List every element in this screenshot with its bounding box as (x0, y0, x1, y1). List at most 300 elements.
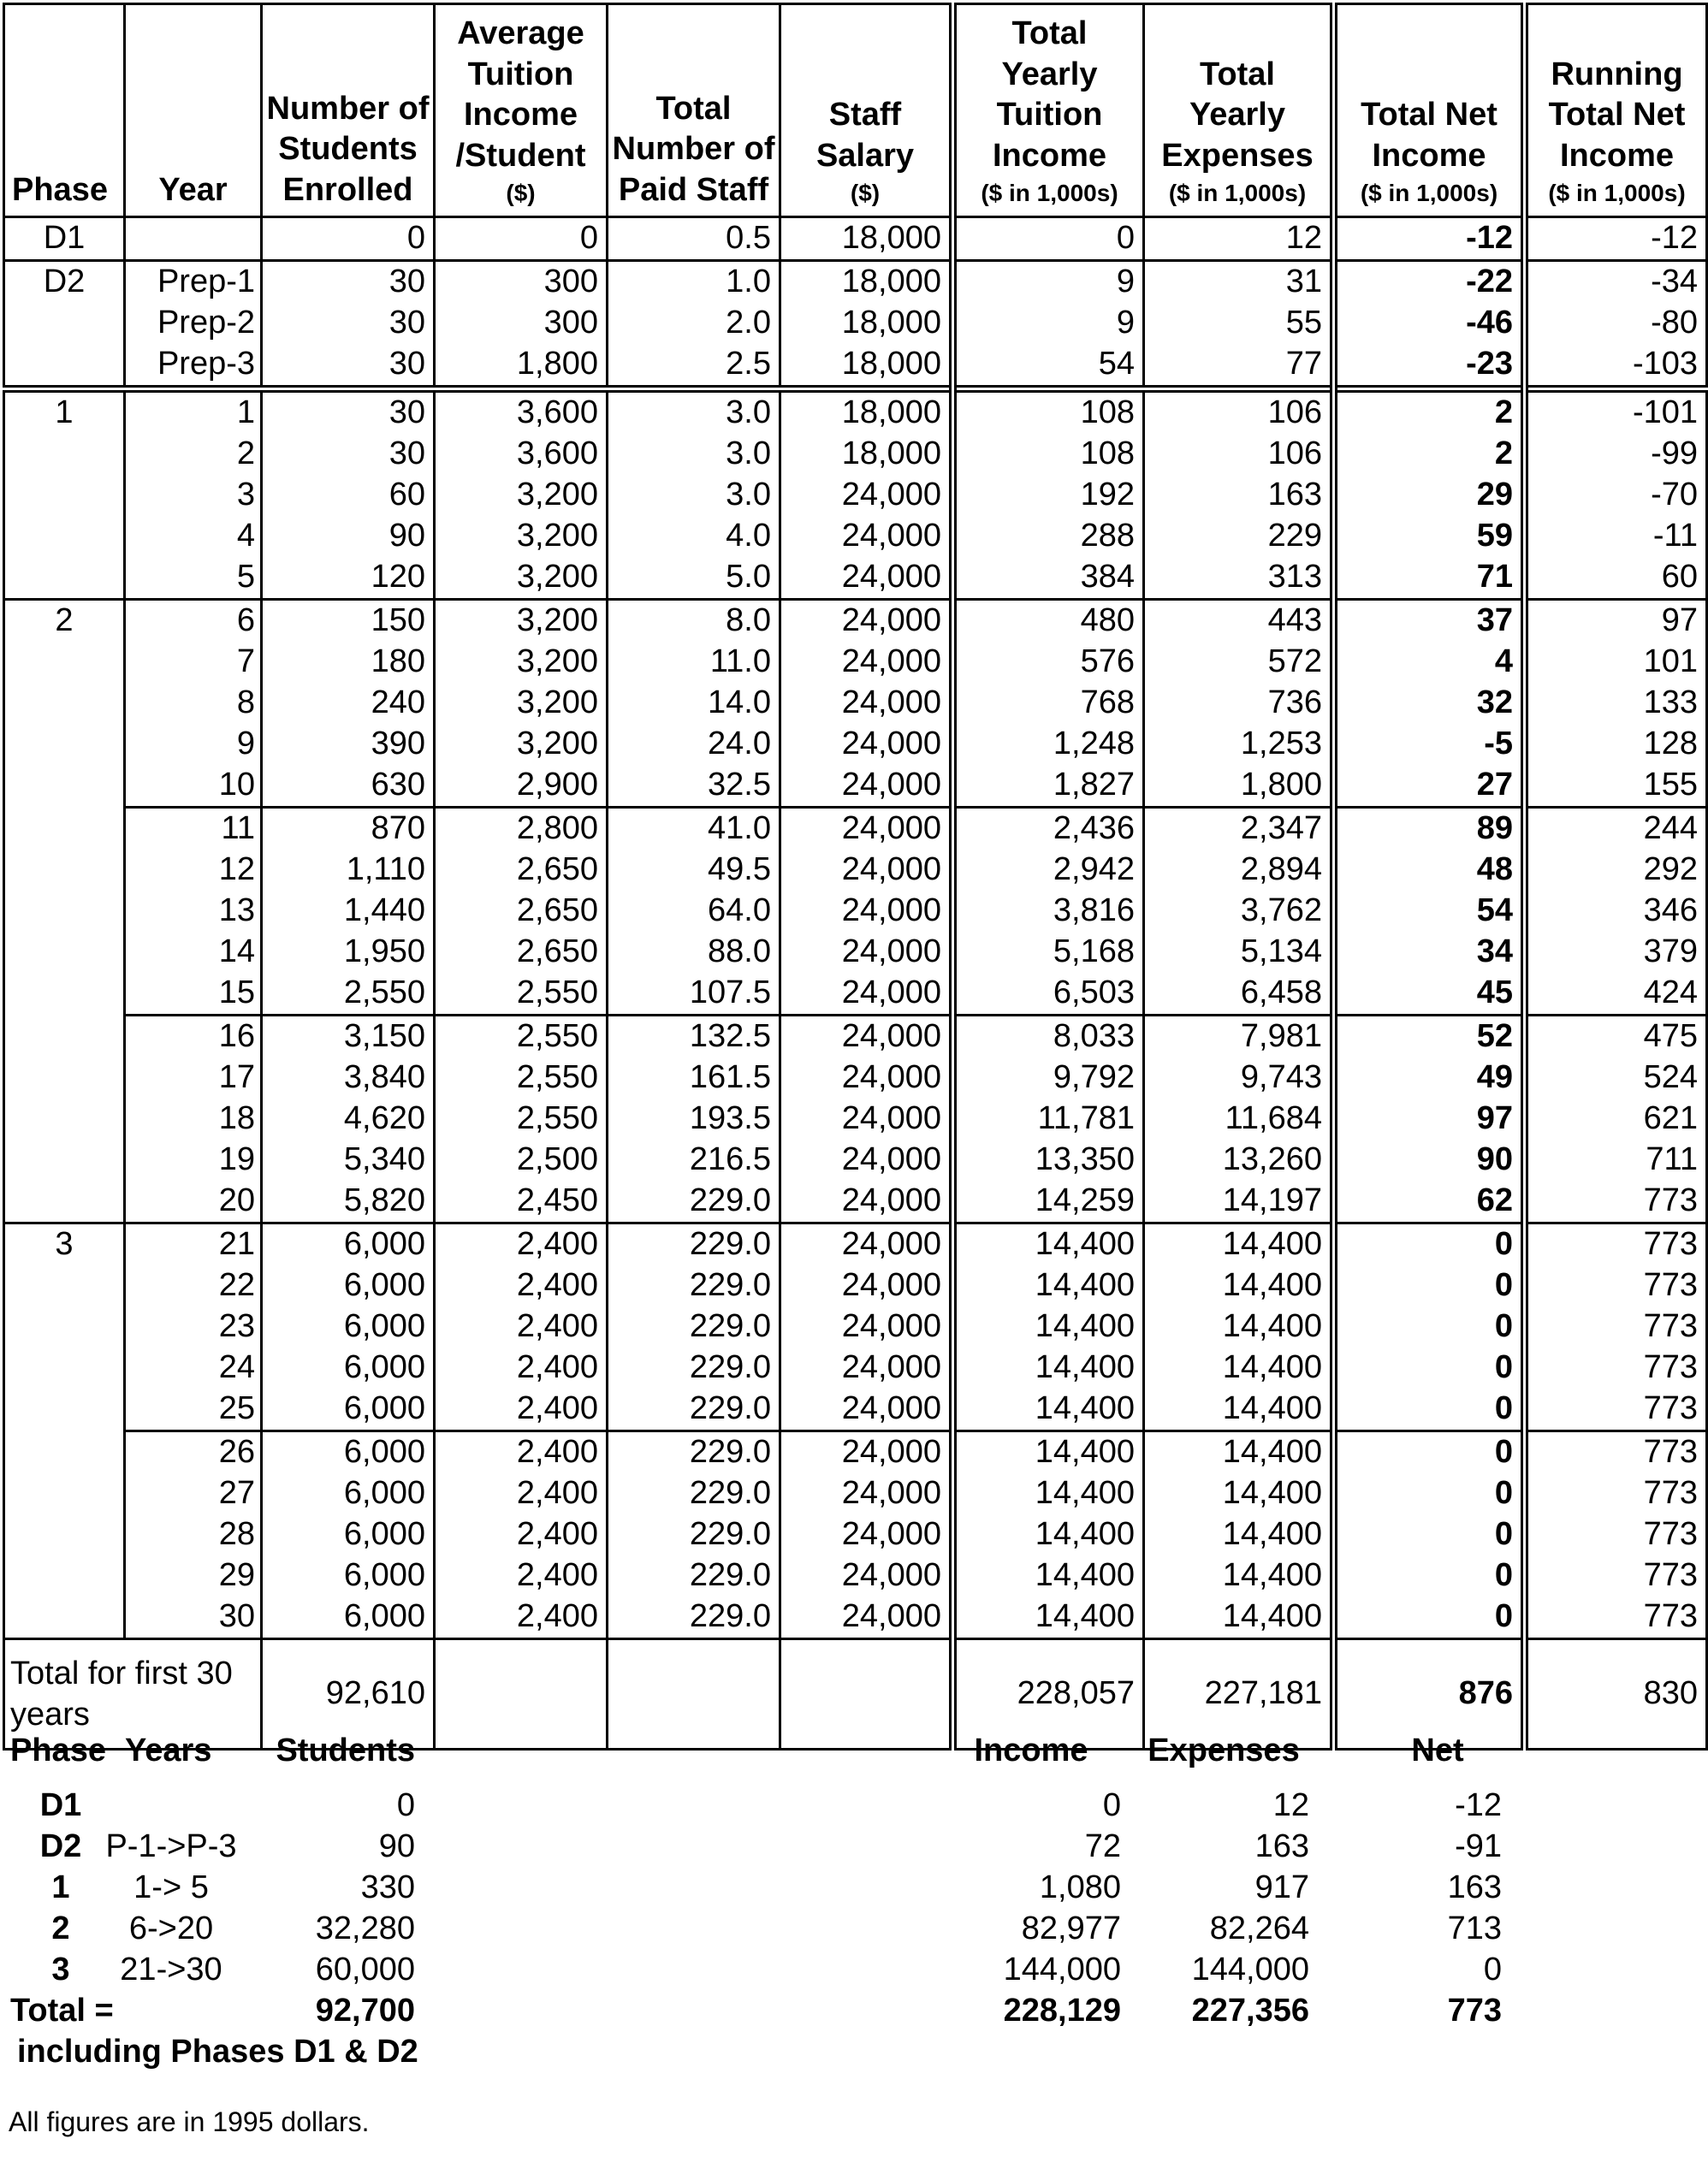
cell-avg-tuition: 3,200 (435, 475, 608, 516)
cell-students: 240 (262, 683, 435, 724)
cell-expenses: 572 (1144, 642, 1334, 683)
cell-expenses: 2,347 (1144, 808, 1334, 850)
cell-salary: 24,000 (780, 1016, 953, 1058)
total-net: 876 (1334, 1639, 1525, 1750)
cell-salary: 24,000 (780, 1431, 953, 1474)
cell-expenses: 736 (1144, 683, 1334, 724)
cell-salary: 24,000 (780, 765, 953, 808)
cell-phase (4, 557, 125, 600)
cell-running-total: -80 (1525, 303, 1707, 344)
cell-year: 8 (125, 683, 262, 724)
cell-expenses: 443 (1144, 600, 1334, 643)
cell-students: 30 (262, 303, 435, 344)
cell-avg-tuition: 2,650 (435, 850, 608, 891)
cell-year: 30 (125, 1596, 262, 1639)
cell-salary: 24,000 (780, 808, 953, 850)
cell-tuition-income: 480 (953, 600, 1144, 643)
cell-salary: 18,000 (780, 434, 953, 475)
cell-staff: 229.0 (608, 1389, 780, 1431)
table-row (4, 850, 1707, 891)
cell-tuition-income: 14,400 (953, 1223, 1144, 1266)
table-row (4, 434, 1707, 475)
cell-expenses: 2,894 (1144, 850, 1334, 891)
cell-year: 1 (125, 389, 262, 435)
header-staff: Total Number of Paid Staff (608, 4, 780, 217)
cell-staff: 2.0 (608, 303, 780, 344)
cell-phase: 3 (4, 1223, 125, 1266)
cell-staff: 229.0 (608, 1596, 780, 1639)
cell-salary: 24,000 (780, 1348, 953, 1389)
cell-phase (4, 850, 125, 891)
cell-net-income: 27 (1334, 765, 1525, 808)
cell-running-total: 379 (1525, 932, 1707, 973)
table-row (4, 1389, 1707, 1431)
cell-expenses: 55 (1144, 303, 1334, 344)
cell-students: 6,000 (262, 1514, 435, 1555)
cell-tuition-income: 14,400 (953, 1348, 1144, 1389)
cell-running-total: 773 (1525, 1514, 1707, 1555)
cell-tuition-income: 9 (953, 261, 1144, 304)
cell-expenses: 313 (1144, 557, 1334, 600)
table-row (4, 303, 1707, 344)
cell-year: 18 (125, 1099, 262, 1140)
cell-year: 24 (125, 1348, 262, 1389)
summary-total-students: 92,700 (315, 1993, 415, 2029)
cell-expenses: 13,260 (1144, 1140, 1334, 1181)
summary-students: 0 (396, 1787, 415, 1823)
summary-phase: 2 (51, 1910, 70, 1946)
cell-expenses: 14,400 (1144, 1596, 1334, 1639)
cell-year: 5 (125, 557, 262, 600)
cell-net-income: 54 (1334, 891, 1525, 932)
cell-expenses: 12 (1144, 217, 1334, 261)
cell-students: 30 (262, 389, 435, 435)
cell-running-total: 773 (1525, 1181, 1707, 1223)
cell-students: 180 (262, 642, 435, 683)
cell-tuition-income: 1,248 (953, 724, 1144, 765)
cell-students: 90 (262, 516, 435, 557)
cell-students: 30 (262, 261, 435, 304)
total-income: 228,057 (953, 1639, 1144, 1750)
summary-income: 72 (1084, 1828, 1121, 1864)
cell-students: 630 (262, 765, 435, 808)
cell-avg-tuition: 2,800 (435, 808, 608, 850)
cell-tuition-income: 768 (953, 683, 1144, 724)
table-row (4, 1596, 1707, 1639)
cell-year: 21 (125, 1223, 262, 1266)
cell-avg-tuition: 2,400 (435, 1431, 608, 1474)
summary-income: 1,080 (1039, 1869, 1121, 1905)
summary-header-row (0, 1730, 1708, 1771)
cell-running-total: -12 (1525, 217, 1707, 261)
cell-phase (4, 891, 125, 932)
cell-students: 6,000 (262, 1306, 435, 1348)
cell-year: 15 (125, 973, 262, 1016)
cell-staff: 5.0 (608, 557, 780, 600)
cell-net-income: 48 (1334, 850, 1525, 891)
cell-tuition-income: 576 (953, 642, 1144, 683)
header-students: Number of Students Enrolled (262, 4, 435, 217)
table-row (4, 891, 1707, 932)
table-row (4, 932, 1707, 973)
cell-expenses: 229 (1144, 516, 1334, 557)
table-row (4, 1306, 1707, 1348)
table-row (4, 217, 1707, 261)
cell-staff: 24.0 (608, 724, 780, 765)
summary-header-expenses: Expenses (1148, 1733, 1300, 1768)
cell-avg-tuition: 2,400 (435, 1223, 608, 1266)
cell-salary: 18,000 (780, 217, 953, 261)
cell-year: 19 (125, 1140, 262, 1181)
cell-avg-tuition: 3,600 (435, 434, 608, 475)
table-row (4, 1057, 1707, 1099)
cell-expenses: 5,134 (1144, 932, 1334, 973)
table-row (4, 600, 1707, 643)
cell-phase (4, 1306, 125, 1348)
cell-staff: 229.0 (608, 1306, 780, 1348)
cell-staff: 229.0 (608, 1431, 780, 1474)
footnote: All figures are in 1995 dollars. (9, 2106, 370, 2137)
cell-phase (4, 973, 125, 1016)
cell-phase (4, 808, 125, 850)
summary-phase: 3 (51, 1952, 70, 1987)
cell-avg-tuition: 2,450 (435, 1181, 608, 1223)
summary-students: 330 (360, 1869, 415, 1905)
cell-expenses: 163 (1144, 475, 1334, 516)
cell-net-income: 29 (1334, 475, 1525, 516)
cell-students: 1,110 (262, 850, 435, 891)
cell-students: 5,340 (262, 1140, 435, 1181)
cell-running-total: -101 (1525, 389, 1707, 435)
cell-running-total: 773 (1525, 1348, 1707, 1389)
cell-net-income: -22 (1334, 261, 1525, 304)
summary-total-sublabel: including Phases D1 & D2 (17, 2034, 418, 2070)
cell-net-income: -12 (1334, 217, 1525, 261)
cell-running-total: -70 (1525, 475, 1707, 516)
summary-years: 1-> 5 (133, 1869, 209, 1905)
cell-avg-tuition: 2,400 (435, 1348, 608, 1389)
cell-avg-tuition: 300 (435, 303, 608, 344)
cell-staff: 229.0 (608, 1555, 780, 1596)
cell-net-income: 0 (1334, 1348, 1525, 1389)
cell-students: 390 (262, 724, 435, 765)
cell-net-income: 2 (1334, 434, 1525, 475)
table-row (4, 1265, 1707, 1306)
cell-year: 26 (125, 1431, 262, 1474)
summary-income: 82,977 (1021, 1910, 1121, 1946)
cell-phase (4, 1389, 125, 1431)
cell-running-total: 424 (1525, 973, 1707, 1016)
cell-year: 29 (125, 1555, 262, 1596)
summary-net: 163 (1447, 1869, 1502, 1905)
cell-expenses: 14,400 (1144, 1473, 1334, 1514)
cell-phase (4, 475, 125, 516)
cell-avg-tuition: 2,400 (435, 1596, 608, 1639)
cell-salary: 24,000 (780, 1389, 953, 1431)
cell-avg-tuition: 1,800 (435, 344, 608, 389)
cell-salary: 24,000 (780, 1514, 953, 1555)
cell-avg-tuition: 2,650 (435, 891, 608, 932)
cell-phase (4, 1016, 125, 1058)
cell-students: 150 (262, 600, 435, 643)
cell-staff: 193.5 (608, 1099, 780, 1140)
cell-expenses: 11,684 (1144, 1099, 1334, 1140)
cell-year: 9 (125, 724, 262, 765)
cell-avg-tuition: 3,200 (435, 683, 608, 724)
cell-tuition-income: 14,400 (953, 1265, 1144, 1306)
summary-header-income: Income (974, 1733, 1088, 1768)
table-row (4, 516, 1707, 557)
cell-students: 120 (262, 557, 435, 600)
cell-staff: 2.5 (608, 344, 780, 389)
summary-years: 6->20 (128, 1910, 214, 1946)
cell-salary: 24,000 (780, 1473, 953, 1514)
cell-net-income: 90 (1334, 1140, 1525, 1181)
table-row (4, 683, 1707, 724)
cell-running-total: 773 (1525, 1306, 1707, 1348)
cell-students: 870 (262, 808, 435, 850)
cell-avg-tuition: 2,400 (435, 1514, 608, 1555)
cell-running-total: 133 (1525, 683, 1707, 724)
cell-avg-tuition: 0 (435, 217, 608, 261)
cell-salary: 24,000 (780, 642, 953, 683)
cell-tuition-income: 5,168 (953, 932, 1144, 973)
summary-years: 21->30 (120, 1952, 222, 1987)
cell-year: 14 (125, 932, 262, 973)
table-row (4, 1223, 1707, 1266)
cell-salary: 18,000 (780, 389, 953, 435)
cell-running-total: 155 (1525, 765, 1707, 808)
cell-phase (4, 1099, 125, 1140)
cell-staff: 11.0 (608, 642, 780, 683)
cell-salary: 24,000 (780, 1099, 953, 1140)
cell-expenses: 14,400 (1144, 1514, 1334, 1555)
cell-tuition-income: 14,400 (953, 1431, 1144, 1474)
cell-staff: 49.5 (608, 850, 780, 891)
cell-salary: 24,000 (780, 973, 953, 1016)
cell-phase (4, 642, 125, 683)
header-phase: Phase (4, 4, 125, 217)
cell-phase (4, 1514, 125, 1555)
cell-running-total: 711 (1525, 1140, 1707, 1181)
cell-tuition-income: 14,400 (953, 1555, 1144, 1596)
table-row (4, 1181, 1707, 1223)
cell-students: 4,620 (262, 1099, 435, 1140)
table-row (4, 765, 1707, 808)
cell-staff: 229.0 (608, 1223, 780, 1266)
cell-net-income: -23 (1334, 344, 1525, 389)
cell-running-total: 244 (1525, 808, 1707, 850)
cell-net-income: 0 (1334, 1555, 1525, 1596)
cell-salary: 24,000 (780, 557, 953, 600)
summary-expenses: 144,000 (1191, 1952, 1309, 1987)
cell-running-total: 621 (1525, 1099, 1707, 1140)
cell-tuition-income: 108 (953, 434, 1144, 475)
cell-running-total: 773 (1525, 1389, 1707, 1431)
cell-avg-tuition: 2,400 (435, 1306, 608, 1348)
summary-students: 90 (378, 1828, 415, 1864)
cell-students: 2,550 (262, 973, 435, 1016)
cell-phase: 1 (4, 389, 125, 435)
cell-year (125, 217, 262, 261)
cell-running-total: 101 (1525, 642, 1707, 683)
cell-staff: 41.0 (608, 808, 780, 850)
cell-tuition-income: 0 (953, 217, 1144, 261)
summary-total-row (0, 1990, 1708, 2031)
cell-salary: 18,000 (780, 344, 953, 389)
cell-staff: 88.0 (608, 932, 780, 973)
cell-salary: 24,000 (780, 600, 953, 643)
total-running: 830 (1525, 1639, 1707, 1750)
cell-net-income: 0 (1334, 1306, 1525, 1348)
cell-phase (4, 1265, 125, 1306)
header-year: Year (125, 4, 262, 217)
summary-total-label: Total = (10, 1993, 114, 2029)
cell-year: Prep-2 (125, 303, 262, 344)
summary-income: 0 (1102, 1787, 1121, 1823)
cell-tuition-income: 384 (953, 557, 1144, 600)
cell-running-total: 292 (1525, 850, 1707, 891)
cell-phase (4, 724, 125, 765)
cell-net-income: 97 (1334, 1099, 1525, 1140)
cell-avg-tuition: 2,400 (435, 1389, 608, 1431)
cell-year: 17 (125, 1057, 262, 1099)
cell-staff: 14.0 (608, 683, 780, 724)
cell-staff: 107.5 (608, 973, 780, 1016)
cell-tuition-income: 14,400 (953, 1596, 1144, 1639)
cell-tuition-income: 8,033 (953, 1016, 1144, 1058)
cell-staff: 229.0 (608, 1265, 780, 1306)
cell-tuition-income: 3,816 (953, 891, 1144, 932)
cell-expenses: 106 (1144, 434, 1334, 475)
cell-tuition-income: 13,350 (953, 1140, 1144, 1181)
table-row (4, 344, 1707, 389)
cell-year: 27 (125, 1473, 262, 1514)
cell-avg-tuition: 2,550 (435, 1057, 608, 1099)
cell-year: 10 (125, 765, 262, 808)
cell-expenses: 14,400 (1144, 1389, 1334, 1431)
summary-expenses: 163 (1254, 1828, 1309, 1864)
cell-expenses: 1,253 (1144, 724, 1334, 765)
cell-net-income: -46 (1334, 303, 1525, 344)
cell-phase (4, 1555, 125, 1596)
cell-net-income: 0 (1334, 1473, 1525, 1514)
cell-year: 11 (125, 808, 262, 850)
summary-net: -12 (1455, 1787, 1502, 1823)
header-running: Running Total Net Income ($ in 1,000s) (1525, 4, 1707, 217)
cell-avg-tuition: 2,400 (435, 1265, 608, 1306)
header-salary: Staff Salary ($) (780, 4, 953, 217)
summary-total-note-row (0, 2031, 1708, 2072)
summary-expenses: 917 (1254, 1869, 1309, 1905)
cell-salary: 24,000 (780, 1306, 953, 1348)
cell-net-income: 32 (1334, 683, 1525, 724)
table-row (4, 1140, 1707, 1181)
cell-running-total: -103 (1525, 344, 1707, 389)
cell-avg-tuition: 3,200 (435, 557, 608, 600)
cell-staff: 229.0 (608, 1181, 780, 1223)
header-avg-tuition: Average Tuition Income /Student ($) (435, 4, 608, 217)
summary-expenses: 82,264 (1209, 1910, 1309, 1946)
cell-phase: D1 (4, 217, 125, 261)
cell-net-income: 0 (1334, 1265, 1525, 1306)
table-header-row (4, 4, 1707, 217)
cell-avg-tuition: 2,400 (435, 1473, 608, 1514)
cell-expenses: 14,400 (1144, 1431, 1334, 1474)
cell-salary: 24,000 (780, 475, 953, 516)
cell-expenses: 9,743 (1144, 1057, 1334, 1099)
summary-row (0, 1867, 1708, 1908)
cell-salary: 24,000 (780, 1265, 953, 1306)
cell-phase (4, 765, 125, 808)
cell-net-income: 49 (1334, 1057, 1525, 1099)
cell-year: 3 (125, 475, 262, 516)
cell-year: Prep-3 (125, 344, 262, 389)
cell-students: 1,950 (262, 932, 435, 973)
cell-year: 13 (125, 891, 262, 932)
cell-phase: D2 (4, 261, 125, 304)
table-row (4, 475, 1707, 516)
cell-staff: 0.5 (608, 217, 780, 261)
cell-year: Prep-1 (125, 261, 262, 304)
table-row (4, 1016, 1707, 1058)
cell-staff: 229.0 (608, 1473, 780, 1514)
cell-salary: 24,000 (780, 891, 953, 932)
cell-phase (4, 1057, 125, 1099)
cell-tuition-income: 192 (953, 475, 1144, 516)
cell-phase (4, 932, 125, 973)
header-expenses: Total Yearly Expenses ($ in 1,000s) (1144, 4, 1334, 217)
cell-phase (4, 303, 125, 344)
cell-avg-tuition: 3,200 (435, 600, 608, 643)
summary-header-net: Net (1411, 1733, 1464, 1768)
cell-tuition-income: 14,400 (953, 1389, 1144, 1431)
summary-header-years: Years (125, 1733, 212, 1768)
cell-salary: 24,000 (780, 932, 953, 973)
cell-students: 0 (262, 217, 435, 261)
cell-staff: 216.5 (608, 1140, 780, 1181)
table-row (4, 389, 1707, 435)
table-row (4, 557, 1707, 600)
cell-net-income: 0 (1334, 1223, 1525, 1266)
cell-expenses: 14,400 (1144, 1306, 1334, 1348)
total-expenses: 227,181 (1144, 1639, 1334, 1750)
cell-staff: 3.0 (608, 434, 780, 475)
cell-running-total: 773 (1525, 1223, 1707, 1266)
cell-expenses: 106 (1144, 389, 1334, 435)
cell-net-income: 59 (1334, 516, 1525, 557)
cell-students: 6,000 (262, 1223, 435, 1266)
cell-phase (4, 1181, 125, 1223)
cell-students: 30 (262, 434, 435, 475)
cell-tuition-income: 2,942 (953, 850, 1144, 891)
cell-net-income: 0 (1334, 1431, 1525, 1474)
financial-projection-table (3, 3, 1708, 1751)
cell-year: 22 (125, 1265, 262, 1306)
table-row (4, 973, 1707, 1016)
cell-net-income: 45 (1334, 973, 1525, 1016)
cell-running-total: 773 (1525, 1265, 1707, 1306)
cell-staff: 3.0 (608, 475, 780, 516)
cell-net-income: 34 (1334, 932, 1525, 973)
cell-avg-tuition: 3,200 (435, 642, 608, 683)
summary-students: 32,280 (315, 1910, 415, 1946)
cell-year: 16 (125, 1016, 262, 1058)
summary-row (0, 1949, 1708, 1990)
cell-students: 5,820 (262, 1181, 435, 1223)
summary-total-expenses: 227,356 (1191, 1993, 1309, 2029)
cell-phase (4, 1348, 125, 1389)
